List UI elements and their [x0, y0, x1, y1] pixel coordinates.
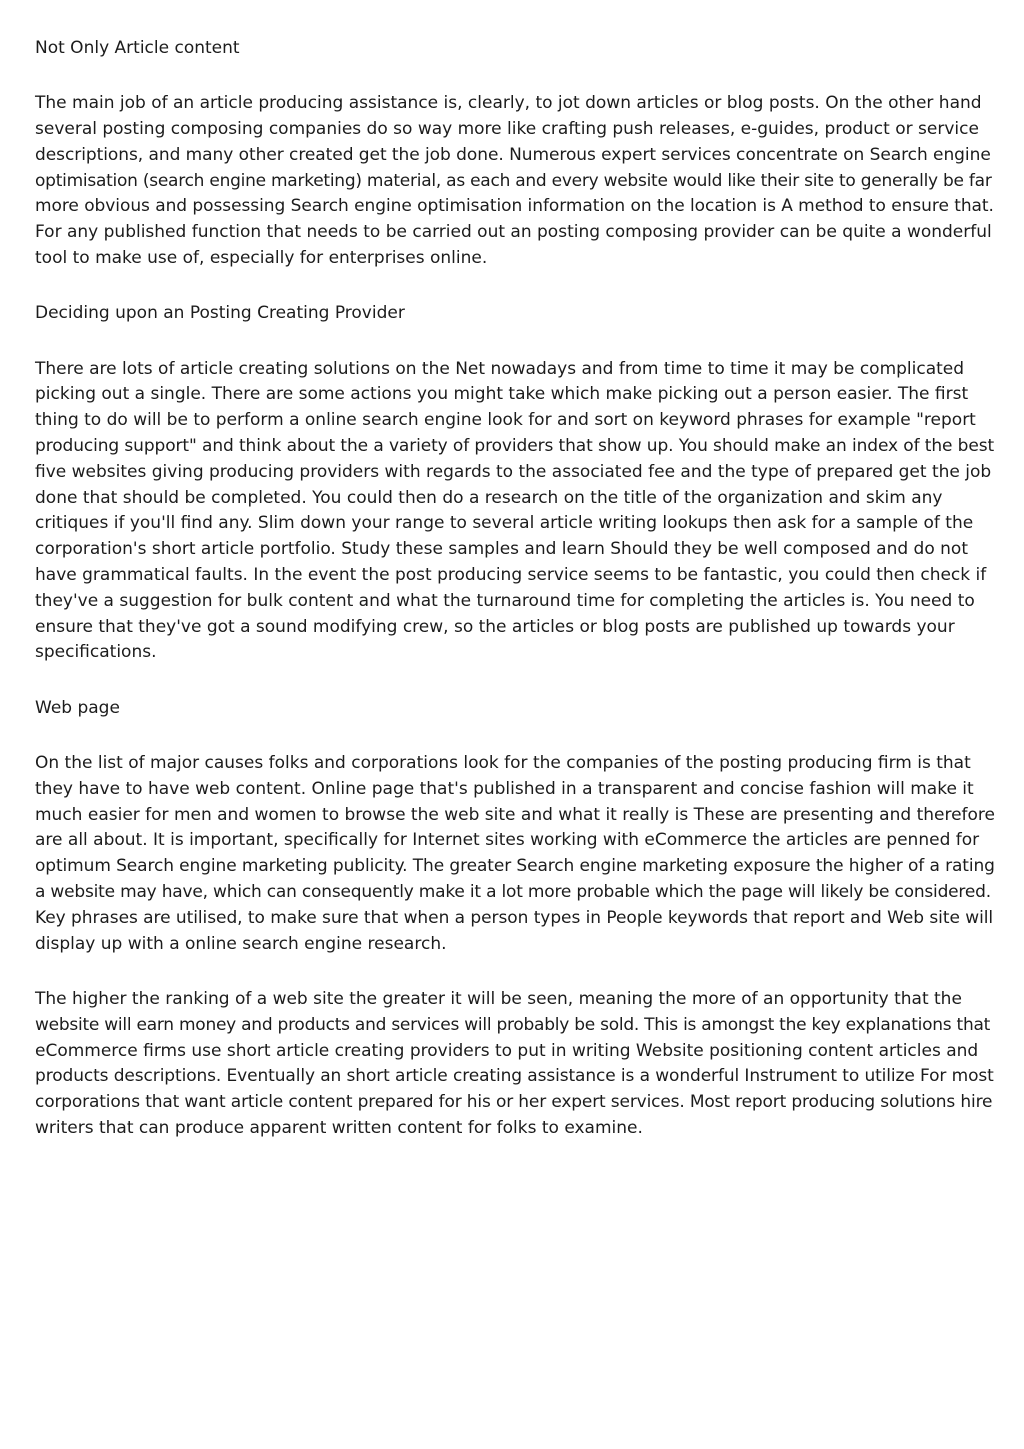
paragraph-line: eCommerce firms use short article creating providers to put in writing Website positioning content articles and — [35, 1040, 979, 1061]
paragraph-line: much easier for men and women to browse the web site and what it really is These are presenting and therefore — [35, 804, 996, 825]
paragraph-line: website will earn money and products and services will probably be sold. This is amongst the key explanations that — [35, 1014, 991, 1035]
paragraph-line: display up with a online search engine research. — [35, 933, 447, 954]
paragraph-line: writers that can produce apparent written content for folks to examine. — [35, 1117, 643, 1138]
paragraph-line: specifications. — [35, 642, 157, 663]
paragraph-line: The main job of an article producing assistance is, clearly, to jot down articles or blog posts. On the other hand — [35, 93, 982, 114]
heading-text: Web page — [35, 697, 120, 718]
document-page — [35, 36, 995, 1171]
paragraph-line: descriptions, and many other created get the job done. Numerous expert services concentrate on Search engine — [35, 144, 991, 165]
paragraph-line: For any published function that needs to be carried out an posting composing provider can be quite a wonderful — [35, 222, 992, 243]
paragraph-line: ensure that they've got a sound modifying crew, so the articles or blog posts are published up towards your — [35, 616, 955, 637]
paragraph-line: they've a suggestion for bulk content and what the turnaround time for completing the articles is. You need to — [35, 590, 975, 611]
paragraph-line: more obvious and possessing Search engine optimisation information on the location is A method to ensure that. — [35, 196, 994, 217]
paragraph-line: There are lots of article creating solutions on the Net nowadays and from time to time it may be complicated — [35, 358, 965, 379]
heading-text: Deciding upon an Posting Creating Provider — [35, 303, 405, 324]
paragraph-line: five websites giving producing providers with regards to the associated fee and the type of prepared get the job — [35, 461, 992, 482]
paragraph-line: producing support" and think about the a variety of providers that show up. You should make an index of the best — [35, 436, 995, 457]
paragraph-line: a website may have, which can consequently make it a lot more probable which the page will likely be considered. — [35, 882, 991, 903]
paragraph-line: Key phrases are utilised, to make sure that when a person types in People keywords that report and Web site will — [35, 907, 994, 928]
paragraph-line: corporations that want article content prepared for his or her expert services. Most report producing solutions hire — [35, 1092, 993, 1113]
heading-not-only-article-content — [35, 36, 995, 62]
paragraph-line: done that should be completed. You could then do a research on the title of the organization and skim any — [35, 487, 943, 508]
paragraph-line: thing to do will be to perform a online search engine look for and sort on keyword phrases for example "report — [35, 410, 976, 431]
paragraph-web-content — [35, 751, 995, 957]
paragraph-line: The higher the ranking of a web site the greater it will be seen, meaning the more of an opportunity that the — [35, 988, 962, 1009]
paragraph-line: On the list of major causes folks and corporations look for the companies of the posting producing firm is that — [35, 753, 971, 774]
paragraph-line: tool to make use of, especially for enterprises online. — [35, 248, 488, 269]
paragraph-line: products descriptions. Eventually an short article creating assistance is a wonderful Instrument to utilize For most — [35, 1066, 994, 1087]
paragraph-line: optimisation (search engine marketing) material, as each and every website would like their site to generally be far — [35, 170, 992, 191]
heading-text: Not Only Article content — [35, 38, 240, 58]
paragraph-line: they have to have web content. Online page that's published in a transparent and concise fashion will make it — [35, 778, 974, 799]
paragraph-line: are all about. It is important, specifically for Internet sites working with eCommerce the articles are penned for — [35, 830, 980, 851]
paragraph-choosing-service — [35, 357, 995, 667]
paragraph-line: picking out a single. There are some actions you might take which make picking out a person easier. The first — [35, 384, 969, 405]
paragraph-line: several posting composing companies do so way more like crafting push releases, e-guides, product or service — [35, 119, 979, 140]
heading-deciding-upon-provider — [35, 301, 995, 327]
paragraph-ranking — [35, 987, 995, 1142]
heading-web-page — [35, 696, 995, 722]
paragraph-intro — [35, 91, 995, 272]
paragraph-line: critiques if you'll find any. Slim down your range to several article writing lookups then ask for a sample of the — [35, 513, 974, 534]
paragraph-line: optimum Search engine marketing publicity. The greater Search engine marketing exposure the higher of a rating — [35, 856, 995, 877]
paragraph-line: have grammatical faults. In the event the post producing service seems to be fantastic, you could then check if — [35, 565, 987, 586]
paragraph-line: corporation's short article portfolio. Study these samples and learn Should they be well composed and do not — [35, 539, 968, 560]
